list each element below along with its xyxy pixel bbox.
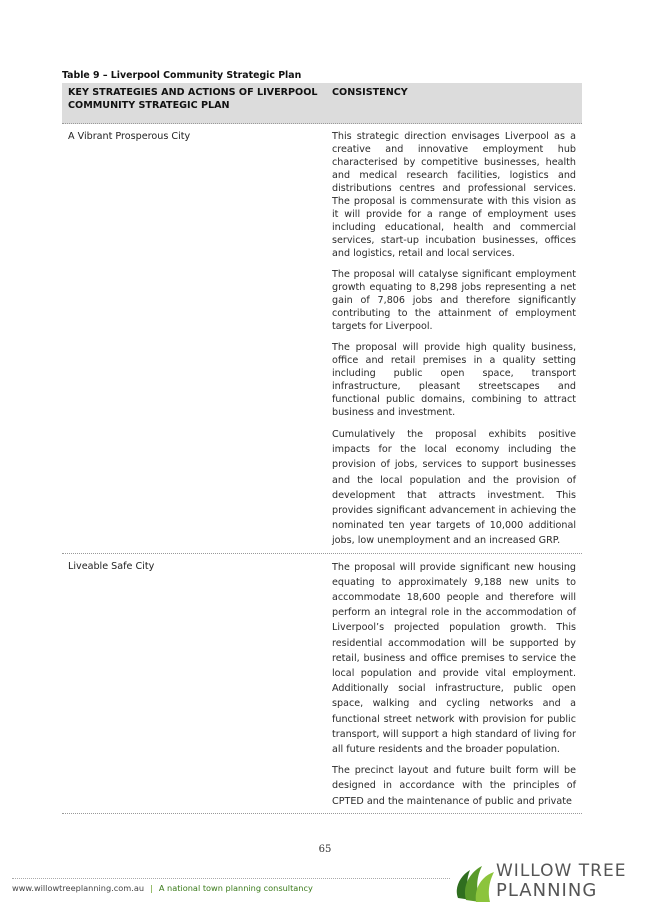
table-row	[62, 554, 582, 814]
footer-url[interactable]: www.willowtreeplanning.com.au	[12, 883, 145, 893]
consistency-paragraph: The proposal will catalyse significant employment growth equating to 8,298 jobs representing a net gain of 7,806 jobs and therefore significantly contributing to the attainment of employment targets for Liverpool.	[332, 269, 576, 332]
strategy-cell: Liveable Safe City	[68, 560, 155, 572]
table-header-row	[62, 83, 582, 124]
strategy-table	[62, 83, 582, 814]
consistency-cell	[326, 554, 582, 813]
tree-leaf-icon	[452, 858, 496, 904]
consistency-paragraph: Cumulatively the proposal exhibits positive impacts for the local economy including the provision of jobs, services to support businesses and the local population and the provision of development that attracts investment. This provides significant advancement in achieving the nominated ten year targets of 10,000 additional jobs, low unemployment and an increased GRP.	[332, 429, 576, 547]
consistency-paragraph: This strategic direction envisages Liverpool as a creative and innovative employment hub characterised by competitive businesses, health and medical research facilities, logistics and distributions centres and professional services. The proposal is commensurate with this vision as it will provide for a range of employment uses including educational, health and commercial services, start-up incubation businesses, offices and logistics, retail and local services.	[332, 131, 576, 259]
footer-separator: |	[150, 883, 153, 893]
willow-tree-logo	[452, 858, 632, 904]
footer-divider	[12, 878, 450, 879]
page-number: 65	[318, 844, 332, 855]
table-row	[62, 124, 582, 554]
consistency-paragraph: The proposal will provide significant new housing equating to approximately 9,188 new units to accommodate 18,600 people and therefore will perform an integral role in the accommodation of Liverpool’s projected population growth. This residential accommodation will be supported by retail, business and office premises to service the local population and provide vital employment. Additionally social infrastructure, public open space, walking and cycling networks and a functional street network with provision for public transport, will support a high standard of living for all future residents and the broader population.	[332, 561, 576, 756]
footer	[12, 883, 313, 893]
consistency-paragraph: The proposal will provide high quality business, office and retail premises in a quality setting including public open space, transport infrastructure, pleasant streetscapes and functional public domains, combining to attract business and investment.	[332, 342, 576, 418]
consistency-cell	[326, 124, 582, 553]
header-consistency: CONSISTENCY	[332, 87, 408, 98]
consistency-paragraph: The precinct layout and future built form will be designed in accordance with the principles of CPTED and the maintenance of public and private	[332, 765, 576, 807]
footer-tagline: A national town planning consultancy	[158, 883, 313, 893]
logo-text-line1: WILLOW TREE	[496, 861, 627, 881]
strategy-cell: A Vibrant Prosperous City	[68, 131, 191, 142]
logo-text-line2: PLANNING	[496, 880, 598, 901]
table-caption: Table 9 – Liverpool Community Strategic Plan	[62, 70, 302, 81]
header-key-strategies: KEY STRATEGIES AND ACTIONS OF LIVERPOOL COMMUNITY STRATEGIC PLAN	[68, 87, 318, 111]
